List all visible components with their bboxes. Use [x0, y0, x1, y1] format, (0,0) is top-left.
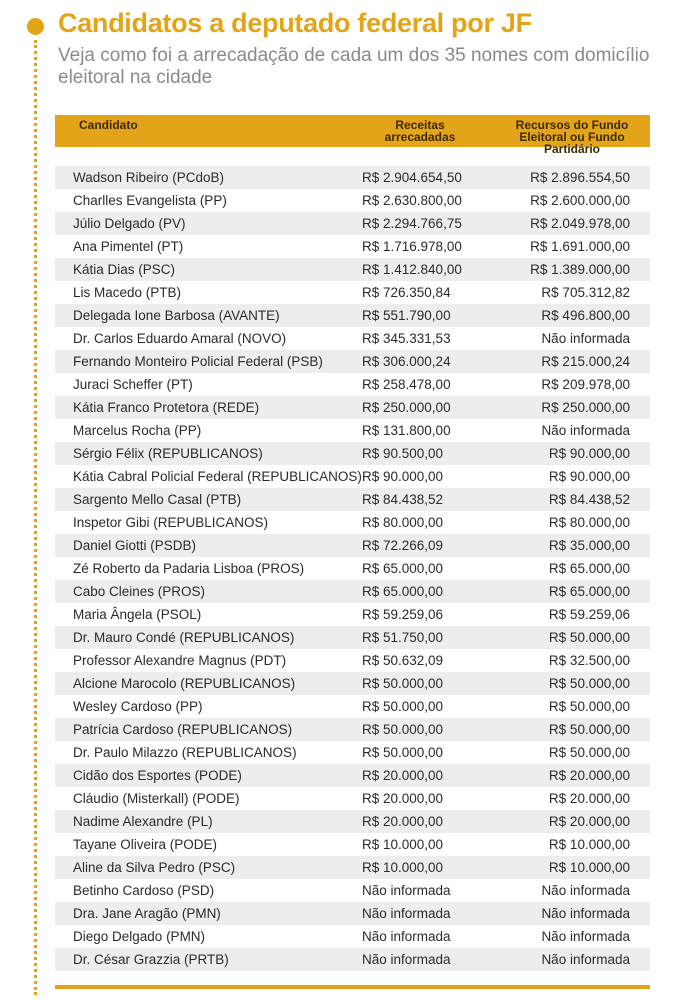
funds-cell: R$ 50.000,00: [548, 676, 630, 691]
table-row: [55, 718, 650, 741]
column-header-receipts: Receitas arrecadadas: [384, 118, 456, 144]
funds-cell: R$ 250.000,00: [541, 400, 630, 415]
table-row: [55, 902, 650, 925]
funds-cell: R$ 32.500,00: [548, 653, 630, 668]
funds-cell: R$ 10.000,00: [548, 837, 630, 852]
bullet-dot-icon: [27, 18, 44, 35]
candidate-name-cell: Cláudio (Misterkall) (PODE): [73, 791, 240, 806]
candidate-name-cell: Diego Delgado (PMN): [73, 929, 206, 944]
funds-cell: R$ 59.259,06: [548, 607, 630, 622]
receipts-cell: R$ 84.438,52: [362, 492, 444, 507]
candidate-name-cell: Daniel Giotti (PSDB): [73, 538, 197, 553]
receipts-cell: R$ 258.478,00: [362, 377, 451, 392]
table-row: [55, 649, 650, 672]
table-row: [55, 741, 650, 764]
funds-cell: R$ 10.000,00: [548, 860, 630, 875]
table-row: [55, 281, 650, 304]
candidate-name-cell: Professor Alexandre Magnus (PDT): [73, 653, 287, 668]
receipts-cell: R$ 20.000,00: [362, 814, 444, 829]
receipts-cell: R$ 551.790,00: [362, 308, 451, 323]
candidate-name-cell: Júlio Delgado (PV): [73, 216, 186, 231]
candidates-table-body: [55, 166, 650, 971]
table-row: [55, 327, 650, 350]
receipts-cell: R$ 50.000,00: [362, 722, 444, 737]
candidate-name-cell: Aline da Silva Pedro (PSC): [73, 860, 236, 875]
candidate-name-cell: Alcione Marocolo (REPUBLICANOS): [73, 676, 296, 691]
table-row: [55, 534, 650, 557]
candidate-name-cell: Betinho Cardoso (PSD): [73, 883, 215, 898]
table-row: [55, 925, 650, 948]
funds-cell: R$ 65.000,00: [548, 584, 630, 599]
table-row: [55, 603, 650, 626]
table-row: [55, 764, 650, 787]
funds-cell: Não informada: [541, 929, 630, 944]
funds-cell: Não informada: [541, 423, 630, 438]
table-row: [55, 787, 650, 810]
candidate-name-cell: Tayane Oliveira (PODE): [73, 837, 218, 852]
table-row: [55, 488, 650, 511]
table-row: [55, 189, 650, 212]
table-row: [55, 235, 650, 258]
receipts-cell: R$ 20.000,00: [362, 791, 444, 806]
receipts-cell: R$ 2.630.800,00: [362, 193, 462, 208]
table-row: [55, 672, 650, 695]
candidate-name-cell: Kátia Franco Protetora (REDE): [73, 400, 260, 415]
column-header-funds: Recursos do Fundo Eleitoral ou Fundo Partidário: [515, 118, 629, 156]
receipts-cell: R$ 90.500,00: [362, 446, 444, 461]
receipts-cell: R$ 50.000,00: [362, 745, 444, 760]
funds-cell: R$ 65.000,00: [548, 561, 630, 576]
funds-cell: R$ 20.000,00: [548, 791, 630, 806]
receipts-cell: R$ 1.412.840,00: [362, 262, 462, 277]
receipts-cell: R$ 345.331,53: [362, 331, 451, 346]
funds-cell: R$ 2.896.554,50: [530, 170, 630, 185]
candidate-name-cell: Kátia Cabral Policial Federal (REPUBLICANOS): [73, 469, 362, 484]
candidate-name-cell: Fernando Monteiro Policial Federal (PSB): [73, 354, 323, 369]
page-subtitle: Veja como foi a arrecadação de cada um dos 35 nomes com domicílio eleitoral na cidade: [58, 45, 650, 88]
table-row: [55, 948, 650, 971]
bottom-divider: [55, 985, 650, 989]
table-row: [55, 465, 650, 488]
table-row: [55, 626, 650, 649]
funds-cell: R$ 84.438,52: [548, 492, 630, 507]
table-header: [55, 115, 650, 156]
receipts-cell: R$ 65.000,00: [362, 584, 444, 599]
receipts-cell: R$ 20.000,00: [362, 768, 444, 783]
candidate-name-cell: Marcelus Rocha (PP): [73, 423, 202, 438]
funds-cell: R$ 80.000,00: [548, 515, 630, 530]
receipts-cell: R$ 50.000,00: [362, 676, 444, 691]
receipts-cell: R$ 10.000,00: [362, 860, 444, 875]
candidate-name-cell: Inspetor Gibi (REPUBLICANOS): [73, 515, 269, 530]
funds-cell: R$ 50.000,00: [548, 630, 630, 645]
table-row: [55, 557, 650, 580]
funds-cell: Não informada: [541, 906, 630, 921]
page-title: Candidatos a deputado federal por JF: [58, 8, 532, 38]
funds-cell: R$ 20.000,00: [548, 814, 630, 829]
candidate-name-cell: Sargento Mello Casal (PTB): [73, 492, 242, 507]
funds-cell: R$ 215.000,24: [541, 354, 630, 369]
candidate-name-cell: Maria Ângela (PSOL): [73, 607, 202, 622]
receipts-cell: R$ 250.000,00: [362, 400, 451, 415]
candidate-name-cell: Kátia Dias (PSC): [73, 262, 176, 277]
table-row: [55, 212, 650, 235]
receipts-cell: R$ 50.632,09: [362, 653, 444, 668]
receipts-cell: R$ 10.000,00: [362, 837, 444, 852]
candidate-name-cell: Wadson Ribeiro (PCdoB): [73, 170, 225, 185]
candidate-name-cell: Dr. César Grazzia (PRTB): [73, 952, 229, 967]
receipts-cell: R$ 65.000,00: [362, 561, 444, 576]
table-row: [55, 511, 650, 534]
receipts-cell: R$ 1.716.978,00: [362, 239, 462, 254]
funds-cell: R$ 50.000,00: [548, 699, 630, 714]
funds-cell: R$ 20.000,00: [548, 768, 630, 783]
candidate-name-cell: Ana Pimentel (PT): [73, 239, 184, 254]
table-row: [55, 304, 650, 327]
funds-cell: R$ 496.800,00: [541, 308, 630, 323]
receipts-cell: R$ 72.266,09: [362, 538, 444, 553]
table-row: [55, 580, 650, 603]
receipts-cell: R$ 50.000,00: [362, 699, 444, 714]
funds-cell: R$ 1.691.000,00: [530, 239, 630, 254]
table-row: [55, 396, 650, 419]
candidate-name-cell: Juraci Scheffer (PT): [73, 377, 193, 392]
receipts-cell: Não informada: [362, 906, 451, 921]
receipts-cell: R$ 59.259,06: [362, 607, 444, 622]
receipts-cell: Não informada: [362, 929, 451, 944]
funds-cell: Não informada: [541, 883, 630, 898]
table-row: [55, 350, 650, 373]
funds-cell: R$ 35.000,00: [548, 538, 630, 553]
table-row: [55, 373, 650, 396]
table-row: [55, 442, 650, 465]
table-row: [55, 166, 650, 189]
receipts-cell: R$ 306.000,24: [362, 354, 451, 369]
receipts-cell: R$ 2.904.654,50: [362, 170, 462, 185]
candidate-name-cell: Charlles Evangelista (PP): [73, 193, 227, 208]
candidate-name-cell: Sérgio Félix (REPUBLICANOS): [73, 446, 263, 461]
funds-cell: R$ 705.312,82: [541, 285, 630, 300]
funds-cell: R$ 1.389.000,00: [530, 262, 630, 277]
receipts-cell: Não informada: [362, 883, 451, 898]
table-row: [55, 833, 650, 856]
dotted-timeline-line: [34, 40, 37, 995]
candidate-name-cell: Patrícia Cardoso (REPUBLICANOS): [73, 722, 293, 737]
candidate-name-cell: Dra. Jane Aragão (PMN): [73, 906, 221, 921]
funds-cell: R$ 2.600.000,00: [530, 193, 630, 208]
table-row: [55, 695, 650, 718]
candidate-name-cell: Nadime Alexandre (PL): [73, 814, 213, 829]
receipts-cell: R$ 726.350,84: [362, 285, 451, 300]
funds-cell: Não informada: [541, 952, 630, 967]
receipts-cell: R$ 51.750,00: [362, 630, 444, 645]
candidate-name-cell: Delegada Ione Barbosa (AVANTE): [73, 308, 280, 323]
receipts-cell: R$ 90.000,00: [362, 469, 444, 484]
table-row: [55, 810, 650, 833]
candidate-name-cell: Lis Macedo (PTB): [73, 285, 182, 300]
funds-cell: R$ 90.000,00: [548, 469, 630, 484]
receipts-cell: R$ 131.800,00: [362, 423, 451, 438]
table-row: [55, 856, 650, 879]
funds-cell: R$ 50.000,00: [548, 745, 630, 760]
funds-cell: Não informada: [541, 331, 630, 346]
table-row: [55, 879, 650, 902]
funds-cell: R$ 2.049.978,00: [530, 216, 630, 231]
candidate-name-cell: Dr. Mauro Condé (REPUBLICANOS): [73, 630, 295, 645]
candidate-name-cell: Wesley Cardoso (PP): [73, 699, 203, 714]
candidate-name-cell: Dr. Paulo Milazzo (REPUBLICANOS): [73, 745, 297, 760]
column-header-candidate: Candidato: [79, 118, 138, 132]
receipts-cell: R$ 2.294.766,75: [362, 216, 462, 231]
receipts-cell: Não informada: [362, 952, 451, 967]
funds-cell: R$ 90.000,00: [548, 446, 630, 461]
funds-cell: R$ 209.978,00: [541, 377, 630, 392]
table-row: [55, 258, 650, 281]
candidate-name-cell: Cidão dos Esportes (PODE): [73, 768, 242, 783]
funds-cell: R$ 50.000,00: [548, 722, 630, 737]
receipts-cell: R$ 80.000,00: [362, 515, 444, 530]
candidate-name-cell: Zé Roberto da Padaria Lisboa (PROS): [73, 561, 305, 576]
table-row: [55, 419, 650, 442]
candidate-name-cell: Cabo Cleines (PROS): [73, 584, 206, 599]
candidate-name-cell: Dr. Carlos Eduardo Amaral (NOVO): [73, 331, 287, 346]
